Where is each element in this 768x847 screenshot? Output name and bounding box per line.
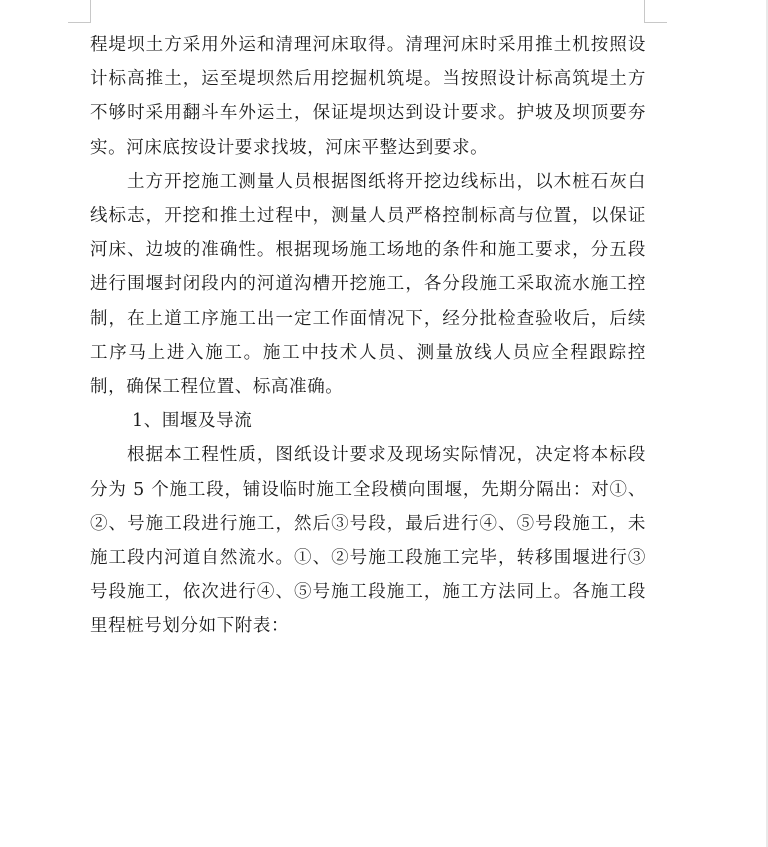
paragraph-excavation[interactable]: 土方开挖施工测量人员根据图纸将开挖边线标出，以木桩石灰白线标志，开挖和推土过程中，测量人员严格控制标高与位置，以保证河床、边坡的准确性。根据现场施工场地的条件和施工要求，分五段进行围堰封闭段内的河道沟槽开挖施工，各分段施工采取流水施工控制，在上道工序施工出一定工作面情况下，经分批检查验收后，后续工序马上进入施工。施工中技术人员、测量放线人员应全程跟踪控制，确保工程位置、标高准确。	[90, 171, 646, 398]
top-left-margin-mark	[68, 0, 91, 23]
paragraph-continuation[interactable]: 程堤坝土方采用外运和清理河床取得。清理河床时采用推土机按照设计标高推土，运至堤坝然后用挖掘机筑堤。当按照设计标高筑堤土方不够时采用翻斗车外运土，保证堤坝达到设计要求。护坡及坝顶要夯实。河床底按设计要求找坡，河床平整达到要求。	[90, 35, 646, 158]
top-right-margin-mark	[644, 0, 667, 23]
document-body[interactable]	[90, 28, 646, 644]
paragraph-cofferdam[interactable]: 根据本工程性质，图纸设计要求及现场实际情况，决定将本标段分为 5 个施工段，铺设临时施工全段横向围堰，先期分隔出：对①、②、号施工段进行施工，然后③号段，最后进行④、⑤号段施工，未施工段内河道自然流水。①、②号施工段施工完毕，转移围堰进行③号段施工，依次进行④、⑤号施工段施工，施工方法同上。各施工段里程桩号划分如下附表：	[90, 445, 646, 637]
section-heading[interactable]: 1、围堰及导流	[132, 411, 253, 432]
